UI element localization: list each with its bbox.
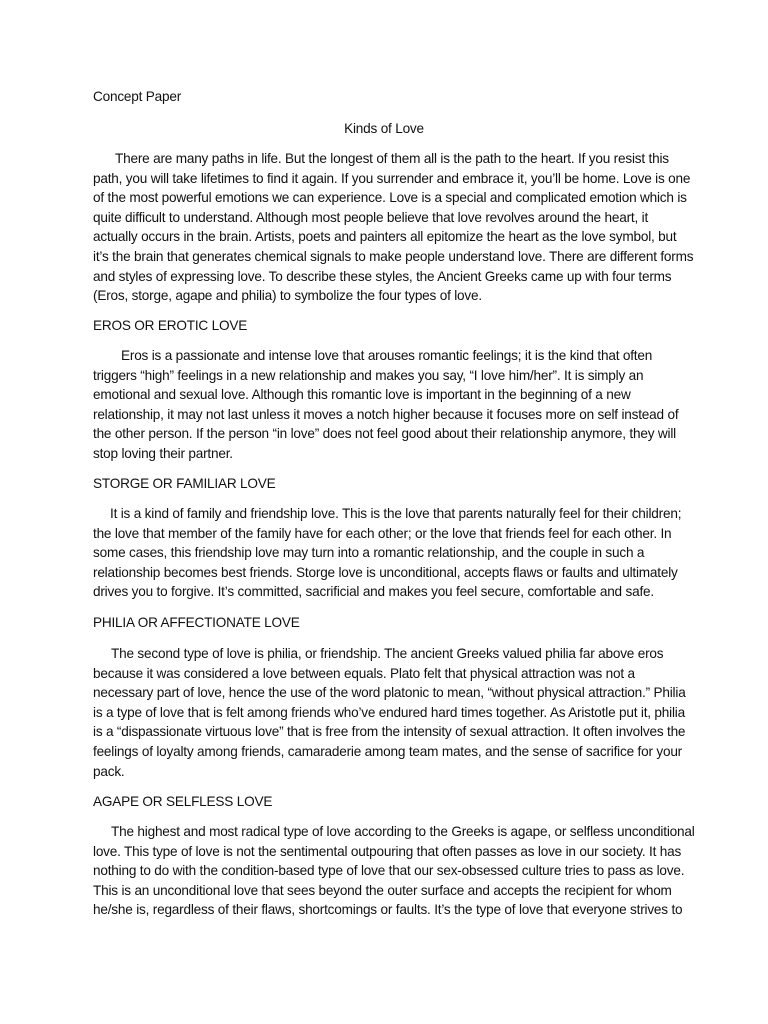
paragraph-line: the love that member of the family have for each other; or the love that friends feel for each other. In	[93, 525, 672, 541]
document-type-label: Concept Paper	[93, 89, 182, 104]
paragraph-line: emotional and sexual love. Although this romantic love is important in the beginning of a new	[93, 387, 631, 403]
paragraph-line: of the most powerful emotions we can experience. Love is a special and complicated emotion which is	[93, 190, 687, 206]
paragraph-line: quite difficult to understand. Although most people believe that love revolves around the heart, it	[93, 209, 649, 225]
section-heading-storge: STORGE OR FAMILIAR LOVE	[93, 476, 276, 491]
paragraph-line: The second type of love is philia, or friendship. The ancient Greeks valued philia far above eros	[111, 646, 664, 661]
paragraph-line: nothing to do with the condition-based type of love that our sex-obsessed culture tries to pass as love.	[93, 863, 685, 879]
document-title: Kinds of Love	[344, 121, 424, 136]
paragraph-line: feelings of loyalty among friends, camaraderie among team mates, and the sense of sacrifice for your	[93, 743, 683, 759]
paragraph-line: and styles of expressing love. To describe these styles, the Ancient Greeks came up with four terms	[93, 268, 672, 284]
paragraph-line: is a type of love that is felt among friends who’ve endured hard times together. As Aristotle put it, philia	[93, 704, 685, 720]
paragraph-line: love. This type of love is not the sentimental outpouring that often passes as love in our society. It has	[93, 843, 682, 859]
paragraph-line: The highest and most radical type of love according to the Greeks is agape, or selfless unconditional	[111, 824, 695, 839]
paragraph-line: relationship becomes best friends. Storge love is unconditional, accepts flaws or faults and ultimately	[93, 564, 678, 580]
section-heading-philia: PHILIA OR AFFECTIONATE LOVE	[93, 615, 300, 630]
paragraph-line: relationship, it may not last unless it moves a notch higher because it focuses more on self instead of	[93, 406, 679, 422]
paragraph-line: it’s the brain that generates chemical signals to make people understand love. There are different forms	[93, 248, 694, 264]
paragraph-line: pack.	[93, 763, 125, 779]
paragraph-line: some cases, this friendship love may turn into a romantic relationship, and the couple in such a	[93, 545, 645, 561]
paragraph-line: stop loving their partner.	[93, 445, 233, 461]
paragraph-line: the other person. If the person “in love” does not feel good about their relationship anymore, they will	[93, 426, 676, 442]
paragraph-line: he/she is, regardless of their flaws, shortcomings or faults. It’s the type of love that everyone strives to	[93, 902, 683, 918]
paragraph-line: drives you to forgive. It’s committed, sacrificial and makes you feel secure, comfortable and safe.	[93, 584, 654, 600]
paragraph-line: (Eros, storge, agape and philia) to symbolize the four types of love.	[93, 288, 482, 304]
section-paragraph-philia	[93, 644, 686, 781]
paragraph-line: actually occurs in the brain. Artists, poets and painters all epitomize the heart as the love symbol, but	[93, 229, 677, 245]
section-heading-agape: AGAPE OR SELFLESS LOVE	[93, 794, 273, 809]
section-heading-eros: EROS OR EROTIC LOVE	[93, 318, 248, 333]
intro-paragraph	[93, 149, 694, 306]
paragraph-line: path, you will take lifetimes to find it again. If you surrender and embrace it, you’ll be home. Love is one	[93, 170, 691, 186]
section-paragraph-agape	[93, 822, 695, 920]
paragraph-line: triggers “high” feelings in a new relationship and makes you say, “I love him/her”. It is simply an	[93, 367, 644, 383]
section-paragraph-storge	[93, 504, 683, 602]
section-paragraph-eros	[93, 346, 683, 464]
paragraph-line: It is a kind of family and friendship love. This is the love that parents naturally feel for their children;	[110, 506, 682, 521]
paragraph-line: because it was considered a love between equals. Plato felt that physical attraction was not a	[93, 665, 635, 681]
paragraph-line: necessary part of love, hence the use of the word platonic to mean, “without physical attraction.” Philia	[93, 685, 686, 701]
paragraph-line: This is an unconditional love that sees beyond the outer surface and accepts the recipient for whom	[93, 882, 672, 898]
paragraph-line: is a “dispassionate virtuous love” that is free from the intensity of sexual attraction. It often involves the	[93, 724, 686, 740]
paragraph-line: Eros is a passionate and intense love that arouses romantic feelings; it is the kind that often	[121, 348, 653, 363]
paragraph-line: There are many paths in life. But the longest of them all is the path to the heart. If you resist this	[115, 151, 669, 166]
